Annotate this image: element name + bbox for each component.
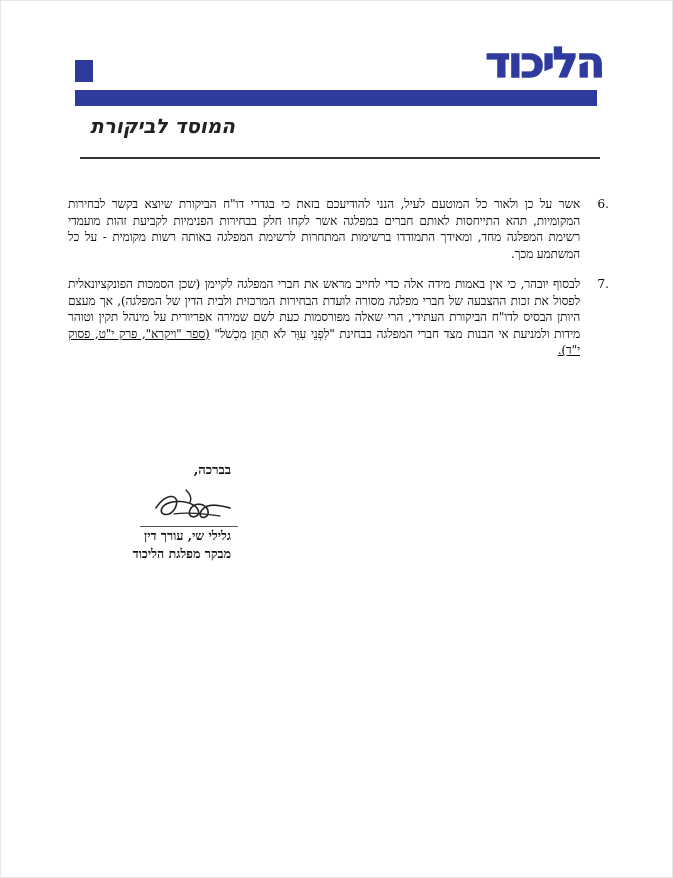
paragraph-number: 6.: [597, 197, 609, 211]
signatory-role: מבקר מפלגת הליכוד: [132, 546, 231, 561]
closing-greeting: בברכה,: [193, 463, 231, 478]
paragraph-6: אשר על כן ולאור כל המוטעם לעיל, הנני להודיעכם בזאת כי בגדרי דו"ח הביקורת שיוצא בקשר לבחירות המקומיות, תהא התייחסות לאותם חברים במפלגה אשר לקחו חלק בבחירות הפנימיות לקביעת זהות מועמדי רשימת המפלגה מחד, ומאידך התמודדו ברשימות המתחרות לרשימת המפלגה באותה רשות מקומית - על כל המשתמע מכך.: [68, 197, 580, 261]
department-title: המוסד לביקורת: [90, 114, 235, 138]
signatory-name: גלילי שי, עורך דין: [144, 528, 231, 543]
logo-accent: [75, 60, 93, 82]
paragraph-number: 7.: [597, 277, 609, 291]
signature-line: [140, 526, 238, 527]
party-logo: [433, 40, 603, 86]
header-rule: [80, 157, 600, 159]
logo-text: הליכוד: [485, 40, 603, 86]
paragraph-7: [68, 276, 580, 359]
logo-band: [75, 90, 597, 106]
paragraph-7-text: לבסוף יובהר, כי אין באמות מידה אלה כדי לחייב מראש את חברי המפלגה לקיימן (שכן הסמכות הפונקציונאלית לפסול את זכות ההצבעה של חברי מפלגה מסורה לועדת הבחירות המרכזית ולבית הדין של המפלגה), אך מעצם היותן הבסיס לדו"ח הביקורת העתידי, הרי שאלה מפורסמות כעת לשם שמירה אפריורית על מינהל תקין וטוהר מידות ולמניעת אי הבנות מצד חברי המפלגה בבחינת "לִפְנֵי עִוֵּר לֹא תִתֵּן מִכְשֹׁל": [68, 277, 580, 341]
scripture-reference: (ספר "ויקרא", פרק י"ט, פסוק י"ד).: [68, 326, 580, 357]
signature-scribble: [146, 484, 236, 524]
